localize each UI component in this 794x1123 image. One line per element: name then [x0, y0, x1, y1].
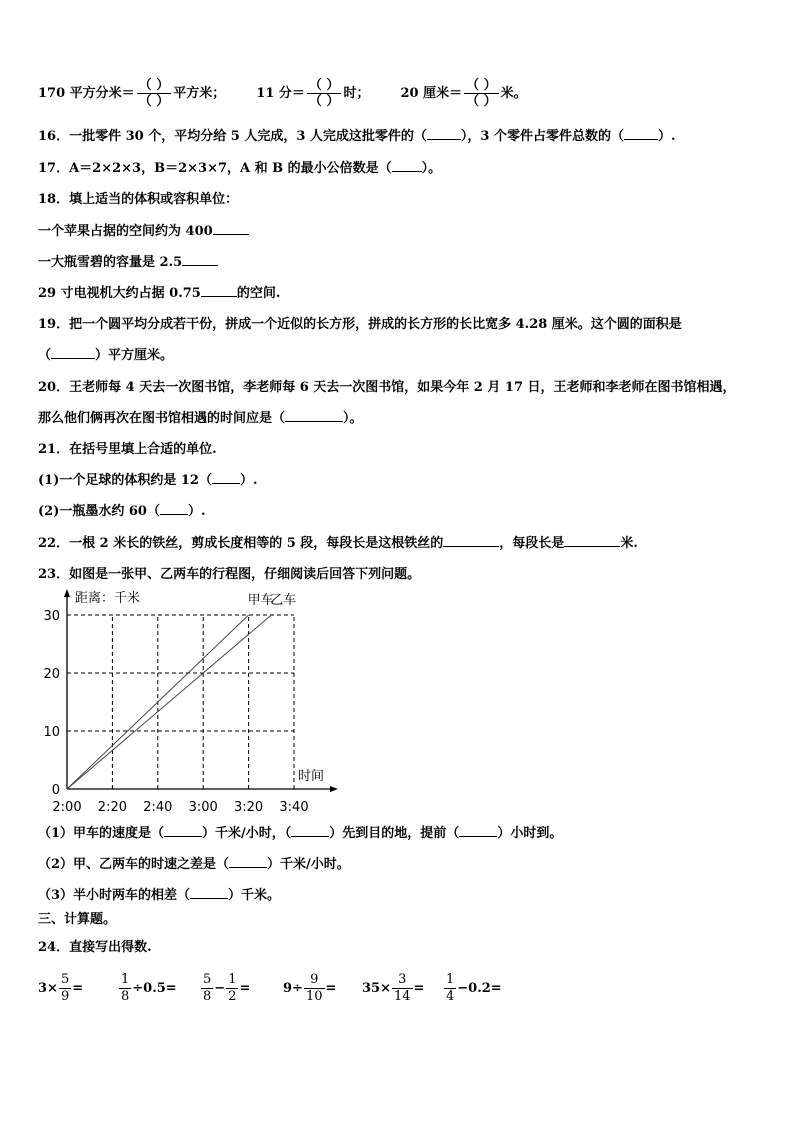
q20-text-2: ）。 [343, 411, 363, 426]
q21-title: 21．在括号里填上合适的单位. [38, 442, 217, 457]
conv-a-text: 170 平方分米＝ [38, 86, 135, 101]
q20-line-1: 20．王老师每 4 天去一次图书馆，李老师每 6 天去一次图书馆，如果今年 2 月 17 日，王老师和李老师在图书馆相遇， [38, 380, 736, 395]
expr-1-pre: 3× [38, 981, 58, 996]
expr-5-den: 14 [393, 989, 411, 1004]
q19-line-1: 19．把一个圆平均分成若干份，拼成一个近似的长方形，拼成的长方形的长比宽多 4.28 厘米。这个圆的面积是 [38, 317, 682, 332]
q16-text-2: ），3 个零件占零件总数的（ [460, 129, 624, 144]
q24-expr-1 [38, 972, 83, 1005]
conv-a-fraction [137, 78, 172, 109]
q17-text-1: 17．A＝2×2×3，B＝2×3×7，A 和 B 的最小公倍数是（ [38, 161, 392, 176]
chart-axes [64, 589, 338, 792]
chart-labels [43, 593, 308, 815]
expr-5-post: = [413, 981, 425, 996]
q21-item-1-text-2: ）. [239, 473, 258, 488]
y-axis-label: 距离：千米 [75, 591, 141, 606]
expr-3-fraction-1 [202, 972, 212, 1005]
expr-1-post: = [72, 981, 84, 996]
q21-item-1-text-1: (1)一个足球的体积约是 12（ [38, 473, 212, 488]
x-tick-label-0: 2:00 [52, 800, 82, 815]
y-tick-label-30: 30 [43, 609, 60, 624]
expr-3-operator: − [214, 981, 226, 996]
section-3-heading: 三、计算题。 [38, 912, 117, 927]
q21-item-2-text-1: (2)一瓶墨水约 60（ [38, 504, 160, 519]
q18-item-1-text: 一个苹果占据的空间约为 400 [38, 224, 213, 239]
q17-text-2: ）。 [421, 161, 442, 176]
expr-6-den: 4 [446, 989, 455, 1004]
q18-title: 18．填上适当的体积或容积单位： [38, 192, 239, 207]
expr-4-den: 10 [305, 989, 323, 1004]
q24-expr-6 [443, 972, 502, 1005]
q18-item-3-text-1: 29 寸电视机大约占据 0.75 [38, 286, 201, 301]
x-tick-label-1: 2:20 [97, 800, 128, 815]
expr-2-post: ÷0.5= [132, 981, 177, 996]
chart-grid [67, 615, 294, 789]
expr-6-post: −0.2= [457, 981, 502, 996]
expr-4-num: 9 [310, 972, 319, 987]
conv-b-unit: 时； [343, 86, 370, 101]
expr-3-fraction-2 [227, 972, 237, 1005]
expr-3-den-1: 8 [203, 989, 212, 1004]
q23-blank-4[interactable] [229, 855, 267, 868]
q22-text-2: ，每段长是 [499, 536, 565, 551]
expr-3-post: = [239, 981, 251, 996]
q18-item-2 [38, 251, 218, 270]
x-axis-arrow [330, 786, 338, 792]
q17 [38, 157, 441, 176]
conv-c-fraction [464, 78, 499, 109]
q24-expr-3 [200, 972, 250, 1005]
conv-c-num-blank[interactable]: （ ） [466, 78, 497, 93]
q23-sub-1 [38, 822, 562, 841]
q20-blank[interactable] [285, 409, 343, 422]
q22-blank-1[interactable] [443, 534, 499, 547]
conv-c-text: 20 厘米＝ [400, 86, 463, 101]
expr-4-fraction [305, 972, 324, 1005]
x-axis-label: 时间 [298, 769, 325, 784]
q20-line-2 [38, 407, 363, 426]
q20-text-1: 那么他们俩再次在图书馆相遇的时间应是（ [38, 411, 286, 426]
expr-2-num: 1 [121, 972, 130, 987]
conv-a-den-blank[interactable]: （ ） [138, 94, 170, 109]
y-tick-label-20: 20 [43, 667, 60, 682]
q19-text-2: ）平方厘米。 [95, 348, 174, 363]
q23-sub-3 [38, 884, 280, 903]
q22-text-1: 22．一根 2 米长的铁丝，剪成长度相等的 5 段，每段长是这根铁丝的 [38, 536, 444, 551]
q23-title: 23．如图是一张甲、乙两车的行程图，仔细阅读后回答下列问题。 [38, 567, 421, 582]
expr-6-fraction [445, 972, 455, 1005]
q18-item-2-text: 一大瓶雪碧的容量是 2.5 [38, 255, 183, 270]
x-tick-label-5: 3:40 [279, 800, 309, 815]
series-line-2 [67, 615, 271, 789]
expr-3-num-2: 1 [228, 972, 237, 987]
q23-sub-1-text-4: ）小时到。 [497, 826, 563, 841]
q23-blank-2[interactable] [291, 824, 329, 837]
q17-blank[interactable] [392, 159, 422, 172]
q18-item-1 [38, 220, 249, 239]
conv-b-num-blank[interactable]: （ ） [308, 78, 340, 93]
q24-expr-2 [118, 972, 177, 1005]
x-tick-label-2: 2:40 [143, 800, 173, 815]
chart-series [67, 615, 271, 789]
y-tick-label-0: 0 [51, 783, 60, 798]
q16-text-1: 16．一批零件 30 个，平均分给 5 人完成，3 人完成这批零件的（ [38, 129, 427, 144]
q23-sub-2 [38, 853, 350, 872]
q18-blank-2[interactable] [182, 253, 218, 266]
expr-5-pre: 35× [362, 981, 391, 996]
q15-conversions [38, 78, 527, 109]
q19-blank[interactable] [51, 346, 95, 359]
x-tick-label-3: 3:00 [188, 800, 218, 815]
q21-item-1 [38, 469, 258, 488]
q23-sub-2-text-2: ）千米/小时。 [267, 857, 350, 872]
q24-expr-4 [283, 972, 336, 1005]
expr-1-num: 5 [60, 972, 70, 987]
expr-1-den: 9 [60, 989, 70, 1004]
q19-line-2 [38, 344, 173, 363]
x-tick-label-4: 3:20 [233, 800, 264, 815]
q18-blank-1[interactable] [213, 222, 249, 235]
q23-sub-1-text-1: （1）甲车的速度是（ [38, 826, 165, 841]
q16 [38, 125, 676, 144]
q21-item-2-text-2: ）. [187, 504, 206, 519]
conv-b-fraction [307, 78, 342, 109]
expr-3-num-1: 5 [203, 972, 212, 987]
q23-sub-1-text-2: ）千米/小时，（ [202, 826, 292, 841]
series-label-2: 乙车 [270, 593, 297, 608]
travel-chart [38, 587, 338, 819]
q16-blank-2[interactable] [624, 127, 658, 140]
q23-sub-3-text-1: （3）半小时两车的相差（ [38, 888, 191, 903]
y-tick-label-10: 10 [43, 725, 60, 740]
conv-a-unit: 平方米； [173, 86, 226, 101]
q23-blank-1[interactable] [164, 824, 202, 837]
q18-item-3-text-2: 的空间. [236, 286, 281, 301]
expr-5-num: 3 [398, 972, 407, 987]
conv-c-unit: 米。 [500, 86, 527, 101]
q21-blank-1[interactable] [212, 471, 240, 484]
q21-blank-2[interactable] [160, 502, 188, 515]
q22-text-3: 米. [620, 536, 638, 551]
series-label-1: 甲车 [247, 593, 274, 608]
expr-3-den-2: 2 [228, 989, 237, 1004]
q16-blank-1[interactable] [427, 127, 461, 140]
y-axis-arrow [64, 589, 70, 597]
q23-sub-1-text-3: ）先到目的地，提前（ [329, 826, 460, 841]
expr-6-num: 1 [446, 972, 455, 987]
q23-blank-5[interactable] [190, 886, 228, 899]
conv-c-den-blank[interactable]: （ ） [466, 94, 497, 109]
q22-blank-2[interactable] [564, 534, 620, 547]
q24-expr-5 [362, 972, 424, 1005]
conv-b-text: 11 分＝ [256, 86, 305, 101]
q18-item-3 [38, 282, 280, 301]
q24-title: 24．直接写出得数. [38, 940, 152, 955]
expr-1-fraction [60, 972, 70, 1005]
q16-text-3: ）. [657, 129, 676, 144]
q23-sub-3-text-2: ）千米。 [228, 888, 281, 903]
q19-text-1: （ [38, 348, 52, 363]
q23-blank-3[interactable] [459, 824, 497, 837]
expr-2-den: 8 [121, 989, 130, 1004]
expr-2-fraction [120, 972, 130, 1005]
expr-4-post: = [325, 981, 337, 996]
q22 [38, 532, 638, 551]
conv-b-den-blank[interactable]: （ ） [308, 94, 340, 109]
q23-sub-2-text-1: （2）甲、乙两车的时速之差是（ [38, 857, 230, 872]
q21-item-2 [38, 500, 206, 519]
expr-4-pre: 9÷ [283, 981, 303, 996]
conv-a-num-blank[interactable]: （ ） [138, 78, 170, 93]
expr-5-fraction [393, 972, 412, 1005]
q18-blank-3[interactable] [201, 284, 237, 297]
